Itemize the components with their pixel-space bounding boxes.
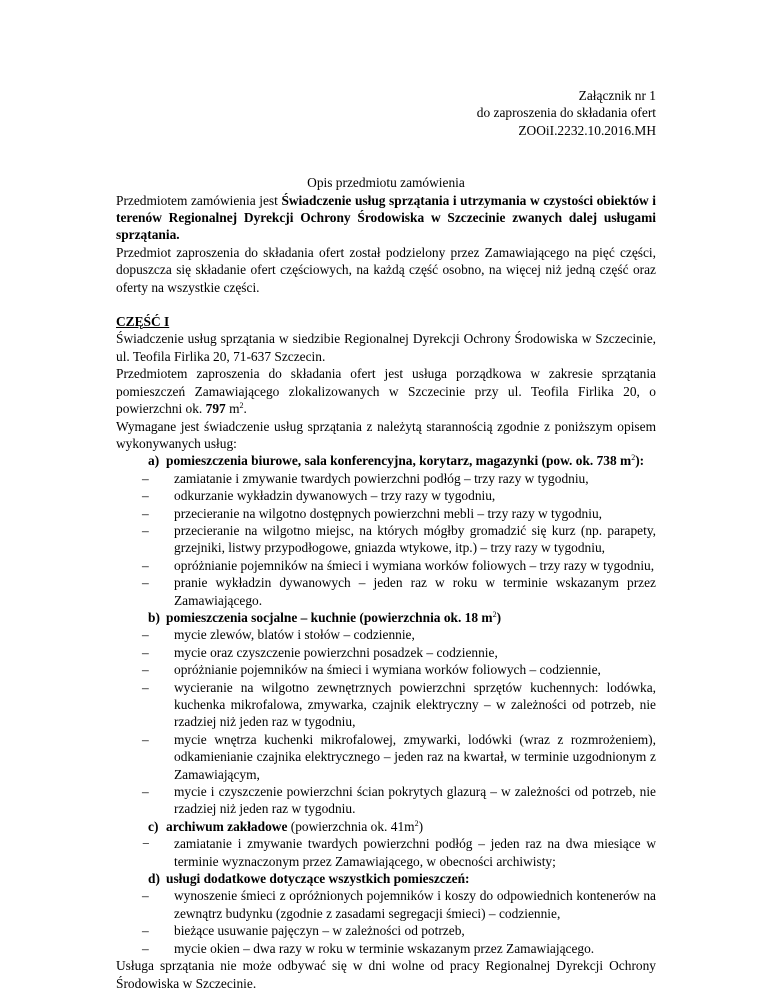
section-area: (powierzchnia ok. 41m [287, 818, 415, 834]
closing-paragraph: Usługa sprzątania nie może odbywać się w dni wolne od pracy Regionalnej Dyrekcji Ochrony Środowiska w Szczecinie. [116, 958, 656, 991]
section-task-list [116, 626, 656, 817]
list-item [116, 505, 656, 522]
area-sup: 2 [239, 401, 244, 411]
list-item-text: mycie okien – dwa razy w roku w terminie wskazanym przez Zamawiającego. [174, 940, 595, 956]
list-item [116, 679, 656, 731]
list-item-text: odkurzanie wykładzin dywanowych – trzy razy w tygodniu, [174, 488, 496, 504]
list-item [116, 887, 656, 922]
list-item [116, 940, 656, 957]
list-item-text: mycie i czyszczenie powierzchni ścian pokrytych glazurą – w zależności od potrzeb, nie rzadziej niż jeden raz w tygodniu. [174, 784, 656, 817]
section-title: usługi dodatkowe dotyczące wszystkich pomieszczeń: [166, 871, 470, 887]
list-item-text: zamiatanie i zmywanie twardych powierzchni podłóg – trzy razy w tygodniu, [174, 470, 589, 486]
dash-bullet-icon: – [142, 575, 149, 591]
intro-lead: Przedmiotem zamówienia jest [116, 192, 282, 208]
dash-bullet-icon: – [142, 923, 149, 939]
list-item-text: mycie wnętrza kuchenki mikrofalowej, zmywarki, lodówki (wraz z rozmrożeniem), odkamienianie czajnika elektrycznego – jeden raz na kwartał, w terminie uzgodnionym z Zamawiającym, [174, 731, 656, 782]
dash-bullet-icon: – [142, 888, 149, 904]
list-item-text: opróżnianie pojemników na śmieci i wymiana worków foliowych – trzy razy w tygodniu, [174, 557, 655, 573]
list-item-text: wycieranie na wilgotno zewnętrznych powierzchni sprzętów kuchennych: lodówka, kuchenka mikrofalowa, zmywarka, czajnik elektryczny – w zależności od potrzeb, nie rzadziej niż jeden raz w tygodniu, [174, 679, 656, 730]
list-item-text: przecieranie na wilgotno dostępnych powierzchni mebli – trzy razy w tygodniu, [174, 505, 602, 521]
attachment-subtitle: do zaproszenia do składania ofert [476, 105, 656, 121]
section-title-end: ) [496, 609, 502, 625]
section-heading-b [148, 609, 656, 626]
section-area-sup: 2 [414, 818, 419, 828]
list-item [116, 522, 656, 557]
section-label: d) [148, 871, 160, 887]
part-scope [116, 365, 656, 417]
section-label: a) [148, 453, 160, 469]
list-item [116, 731, 656, 783]
service-sections [116, 452, 656, 957]
list-item-text: pranie wykładzin dywanowych – jeden raz w roku w terminie wskazanym przez Zamawiającego. [174, 575, 656, 608]
part-heading: CZĘŚĆ I [116, 314, 170, 330]
list-item [116, 487, 656, 504]
list-item [116, 835, 656, 870]
dash-bullet-icon: – [142, 557, 149, 573]
dash-bullet-icon: – [142, 644, 149, 660]
area-value: 797 [205, 401, 226, 417]
intro-parts-paragraph: Przedmiot zaproszenia do składania ofert został podzielony przez Zamawiającego na pięć części, dopuszcza się składanie ofert częściowych, na każdą część osobno, na więcej niż jedną część oraz oferty na wszystkie części. [116, 244, 656, 295]
section-task-list [116, 470, 656, 609]
list-item-text: zamiatanie i zmywanie twardych powierzchni podłóg – jeden raz na dwa miesiące w terminie wyznaczonym przez Zamawiającego, w obecności archiwisty; [174, 836, 656, 869]
section-heading-d [148, 870, 656, 887]
section-heading-a [148, 452, 656, 469]
section-title: archiwum zakładowe [166, 818, 288, 834]
section-title-end: ): [635, 453, 645, 469]
part-location: Świadczenie usług sprzątania w siedzibie Regionalnej Dyrekcji Ochrony Środowiska w Szczecinie, ul. Teofila Firlika 20, 71-637 Szczecin. [116, 331, 656, 364]
dash-bullet-icon: − [142, 836, 150, 852]
attachment-number: Załącznik nr 1 [578, 88, 656, 103]
dash-bullet-icon: – [142, 940, 149, 956]
list-item [116, 644, 656, 661]
list-item-text: bieżące usuwanie pajęczyn – w zależności od potrzeb, [174, 923, 465, 939]
scope-text: Przedmiotem zaproszenia do składania ofert jest usługa porządkowa w zakresie sprzątania pomieszczeń Zamawiającego zlokalizowanych w Szczecinie przy ul. Teofila Firlika 20, o powierzchni ok. [116, 366, 656, 417]
section-label: c) [148, 818, 159, 834]
dash-bullet-icon: – [142, 505, 149, 521]
dash-bullet-icon: – [142, 662, 149, 678]
document-title: Opis przedmiotu zamówienia [307, 175, 465, 191]
section-title: pomieszczenia socjalne – kuchnie (powierzchnia ok. 18 m [166, 609, 493, 625]
scope-end: . [243, 401, 247, 417]
area-unit: m [225, 401, 240, 417]
attachment-header [116, 87, 656, 139]
intro-bold-subject: Świadczenie usług sprzątania i utrzymania w czystości obiektów i terenów Regionalnej Dyrekcji Ochrony Środowiska w Szczecinie zwanych dalej usługami sprzątania. [116, 192, 656, 243]
section-area-sup: 2 [492, 609, 497, 619]
list-item [116, 557, 656, 574]
section-title: pomieszczenia biurowe, sala konferencyjna, korytarz, magazynki (pow. ok. 738 m [166, 453, 632, 469]
list-item [116, 661, 656, 678]
dash-bullet-icon: – [142, 470, 149, 486]
section-heading-c [148, 818, 656, 835]
section-title-end: ) [418, 818, 424, 834]
section-area-sup: 2 [631, 453, 636, 463]
section-task-list [116, 835, 656, 870]
list-item [116, 922, 656, 939]
part-requirements: Wymagane jest świadczenie usług sprzątania z należytą starannością zgodnie z poniższym opisem wykonywanych usług: [116, 418, 656, 451]
dash-bullet-icon: – [142, 522, 149, 538]
section-label: b) [148, 609, 160, 625]
dash-bullet-icon: – [142, 784, 149, 800]
list-item [116, 574, 656, 609]
dash-bullet-icon: – [142, 627, 149, 643]
dash-bullet-icon: – [142, 488, 149, 504]
list-item-text: wynoszenie śmieci z opróżnionych pojemników i koszy do odpowiednich kontenerów na zewnątrz budynku (zgodnie z zasadami segregacji śmieci) – codziennie, [174, 888, 656, 921]
dash-bullet-icon: – [142, 679, 149, 695]
list-item-text: mycie zlewów, blatów i stołów – codziennie, [174, 627, 415, 643]
document-page [116, 87, 656, 992]
list-item-text: przecieranie na wilgotno miejsc, na których mógłby gromadzić się kurz (np. parapety, grzejniki, listwy przypodłogowe, gniazda wtykowe, itp.) – trzy razy w tygodniu, [174, 522, 656, 556]
list-item-text: mycie oraz czyszczenie powierzchni posadzek – codziennie, [174, 644, 498, 660]
list-item [116, 626, 656, 643]
dash-bullet-icon: – [142, 731, 149, 747]
list-item-text: opróżnianie pojemników na śmieci i wymiana worków foliowych – codziennie, [174, 662, 601, 678]
list-item [116, 470, 656, 487]
reference-number: ZOOiI.2232.10.2016.MH [518, 122, 656, 138]
intro-paragraph [116, 192, 656, 244]
section-task-list [116, 887, 656, 957]
list-item [116, 783, 656, 818]
